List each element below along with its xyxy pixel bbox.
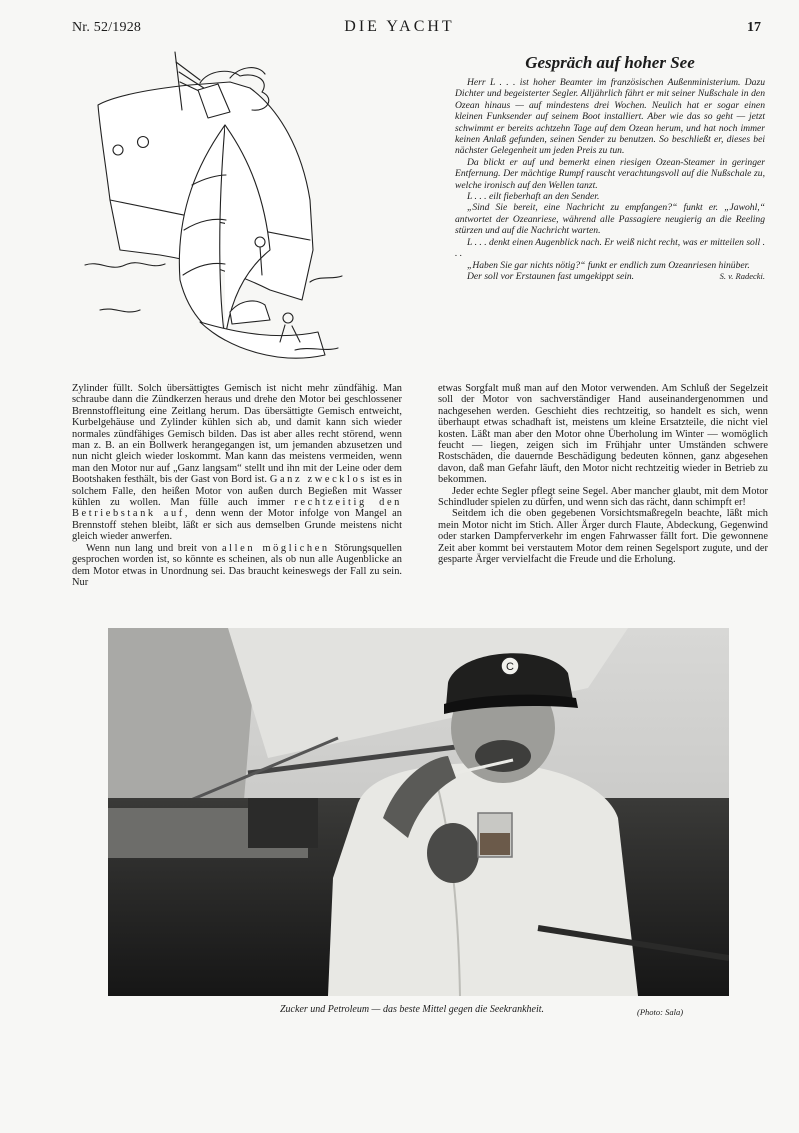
story-paragraph: Herr L . . . ist hoher Beamter im französischen Außenministerium. Dazu Dichter und begeisterter Segler. Alljährlich fährt er mit seiner Nußschale in den Ozean hinaus — auf mindestens drei Wochen. Neulich hat er sogar einen kleinen Funksender auf seinem Boot installiert. Aber wie das so geht — jetzt schwimmt er bereits achtzehn Tage auf dem Ozean herum, und hat noch immer keinen Anlaß gefunden, seinen Sender zu benutzen. So beschließt er, dieses bei nächster Gelegenheit um jeden Preis zu tun. — [455, 77, 765, 157]
text-run: Zylinder füllt. Solch übersättigtes Gemisch ist nicht mehr zündfähig. Man schraube dann die Zündkerzen heraus und drehe den Motor bei geschlossener Brennstoffleitung eine Zeitlang herum. Das übersättigte Gemisch entweicht, Kurbelgehäuse und Zylinder kühlen sich ab, und damit kann sich wieder normales zündfähiges Gemisch bilden. Das ist aber alles recht störend, wenn man z. B. an ein Bollwerk herangegangen ist, um jemanden abzusetzen und nun nicht gleich wieder loskommt. Man kann das meistens vermeiden, wenn man den Motor nur auf „Ganz langsam“ stellt und ihn mit der Leine oder dem Bootshaken festhält, bis der Gast von Bord ist. — [72, 383, 402, 486]
text-run: Störungsquellen gesprochen worden ist, so könnte es scheinen, als ob nun alle Augenblicke an dem Motor etwas in Unordnung sei. Das braucht keineswegs der Fall zu sein. Nur — [72, 542, 402, 588]
emphasized-text: rechtzeitig den Betriebstank auf, — [72, 497, 402, 520]
story-author: S. v. Radecki. — [719, 270, 765, 281]
page-number: 17 — [747, 20, 761, 35]
story-last-line: Der soll vor Erstaunen fast umgekippt sein. — [467, 270, 635, 282]
emphasized-text: allen möglichen — [221, 542, 330, 554]
text-run: ist es in solchem Falle, den heißen Motor von außen durch Begießen mit Wasser kühlen zu wollen. Man fülle auch immer — [72, 474, 402, 509]
story-closing-line — [455, 271, 765, 282]
story-text — [455, 77, 765, 282]
photo-caption: Zucker und Petroleum — das beste Mittel gegen die Seekrankheit. — [280, 1004, 544, 1015]
story-title: Gespräch auf hoher See — [525, 53, 695, 72]
story-paragraph: „Haben Sie gar nichts nötig?“ funkt er endlich zum Ozeanriesen hinüber. — [467, 259, 750, 271]
magazine-title: DIE YACHT — [344, 18, 455, 35]
article-paragraph — [72, 383, 402, 543]
text-run: denn wenn der Motor infolge von Mangel an Brennstoff stehen bleibt, läßt er sich aus demselben Grunde meistens nicht gleich wieder anwerfen. — [72, 508, 402, 543]
text-run: Wenn nun lang und breit von — [86, 542, 218, 554]
article-paragraph — [72, 543, 402, 589]
issue-number: Nr. 52/1928 — [72, 20, 142, 35]
article-column-left — [72, 383, 402, 588]
story-paragraph: L . . . eilt fieberhaft an den Sender. — [467, 191, 600, 203]
page-header — [0, 0, 799, 40]
article-column-right — [438, 383, 768, 566]
story-paragraph: „Sind Sie bereit, eine Nachricht zu empfangen?“ funkt er. „Jawohl,“ antwortet der Ozeanriese, während alle Passagiere neugierig an die Reeling stürzen und auf die Nachricht warten. — [455, 202, 765, 237]
emphasized-text: Ganz zwecklos — [269, 474, 368, 486]
story-paragraph: Da blickt er auf und bemerkt einen riesigen Ozean-Steamer in geringer Entfernung. Der mächtige Rumpf rauscht verachtungsvoll auf die Nußschale zu, welche ironisch auf den Wellen tanzt. — [455, 156, 765, 191]
cap-badge-letter: C — [506, 661, 514, 673]
photo-credit: (Photo: Sala) — [637, 1007, 684, 1017]
photograph — [108, 628, 729, 996]
cartoon-illustration — [80, 50, 345, 370]
article-paragraph: Seitdem ich die oben gegebenen Vorsichtsmaßregeln beachte, läßt mich mein Motor nicht im Stich. Aller Ärger durch Flaute, Abdeckung, Gegenwind oder starken Dampferverkehr im engen Fahrwasser fällt fort. Die gewonnene Zeit aber kommt bei verstautem Motor dem reinen Segelsport zugute, und der gesparte Ärger vervielfacht die Freude und die Erholung. — [438, 508, 768, 566]
story-paragraph: L . . . denkt einen Augenblick nach. Er weiß nicht recht, was er mitteilen soll . . . — [455, 236, 765, 260]
article-paragraph: Jeder echte Segler pflegt seine Segel. Aber mancher glaubt, mit dem Motor Schindluder spielen zu dürfen, und wenn sich das rächt, dann schimpft er! — [438, 485, 768, 509]
article-paragraph: etwas Sorgfalt muß man auf den Motor verwenden. Am Schluß der Segelzeit soll der Motor von sachverständiger Hand auseinandergenommen und nachgesehen werden. Geschieht dies rechtzeitig, so handelt es sich, wenn überhaupt etwas schadhaft ist, meistens um kleine Ersatzteile, die nicht viel kosten. Läßt man aber den Motor ohne Überholung im Winter — womöglich feucht — liegen, zeigen sich im Frühjahr unter Umständen schwere Rostschäden, die dauernde Beschädigung bedeuten können, ganz abgesehen davon, daß man Gefahr läuft, den Motor nicht rechtzeitig wieder in Betrieb zu bekommen. — [438, 383, 768, 486]
